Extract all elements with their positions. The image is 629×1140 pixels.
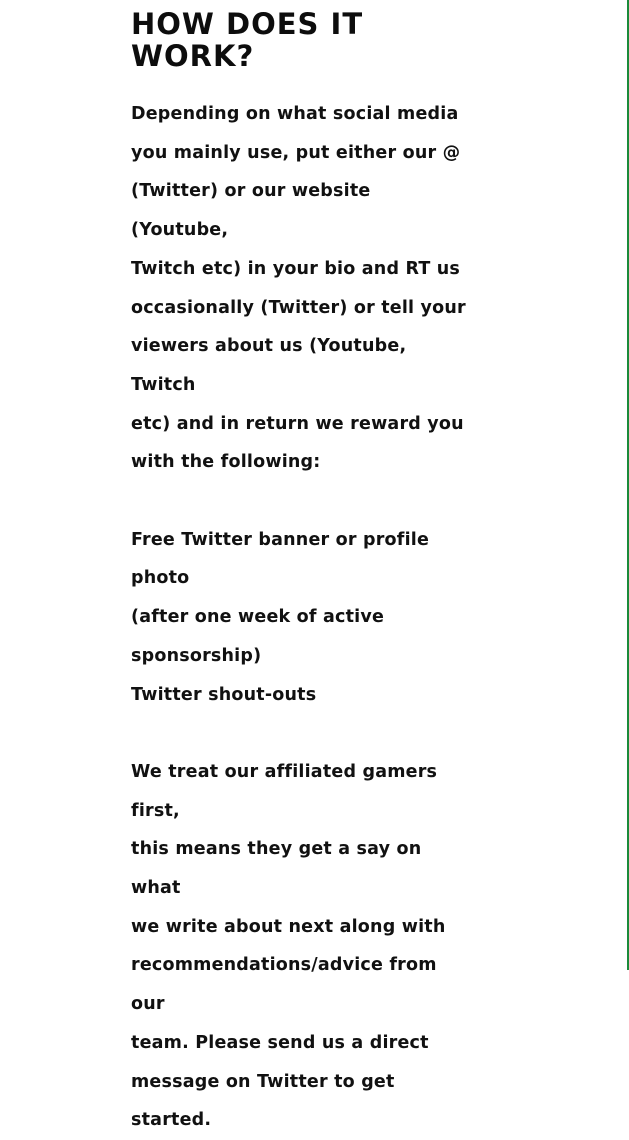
text-line: you mainly use, put either our @	[131, 142, 461, 163]
heading-line: WORK?	[131, 39, 255, 73]
text-line: we write about next along with	[131, 916, 446, 937]
text-line: team. Please send us a direct	[131, 1032, 429, 1053]
rewards-paragraph	[131, 521, 471, 715]
section-heading	[131, 8, 471, 72]
text-line: We treat our affiliated gamers first,	[131, 761, 438, 821]
article-content	[131, 8, 471, 1140]
closing-paragraph	[131, 753, 471, 1140]
text-line: message on Twitter to get started.	[131, 1071, 395, 1131]
text-line: (Twitter) or our website (Youtube,	[131, 181, 371, 241]
text-line: (after one week of active	[131, 607, 385, 628]
text-line: Twitter shout-outs	[131, 684, 317, 705]
text-line: with the following:	[131, 452, 321, 473]
text-line: Twitch etc) in your bio and RT us	[131, 258, 461, 279]
intro-paragraph	[131, 95, 471, 482]
text-line: etc) and in return we reward you	[131, 413, 464, 434]
text-line: this means they get a say on what	[131, 839, 422, 899]
text-line: recommendations/advice from our	[131, 955, 437, 1015]
heading-line: HOW DOES IT	[131, 7, 364, 41]
paragraph-spacer	[131, 714, 471, 753]
paragraph-spacer	[131, 482, 471, 521]
text-line: sponsorship)	[131, 645, 262, 666]
article-body	[131, 95, 471, 1140]
text-line: viewers about us (Youtube, Twitch	[131, 336, 407, 395]
text-line: Free Twitter banner or profile photo	[131, 529, 430, 589]
text-line: occasionally (Twitter) or tell your	[131, 297, 466, 318]
text-line: Depending on what social media	[131, 104, 459, 124]
